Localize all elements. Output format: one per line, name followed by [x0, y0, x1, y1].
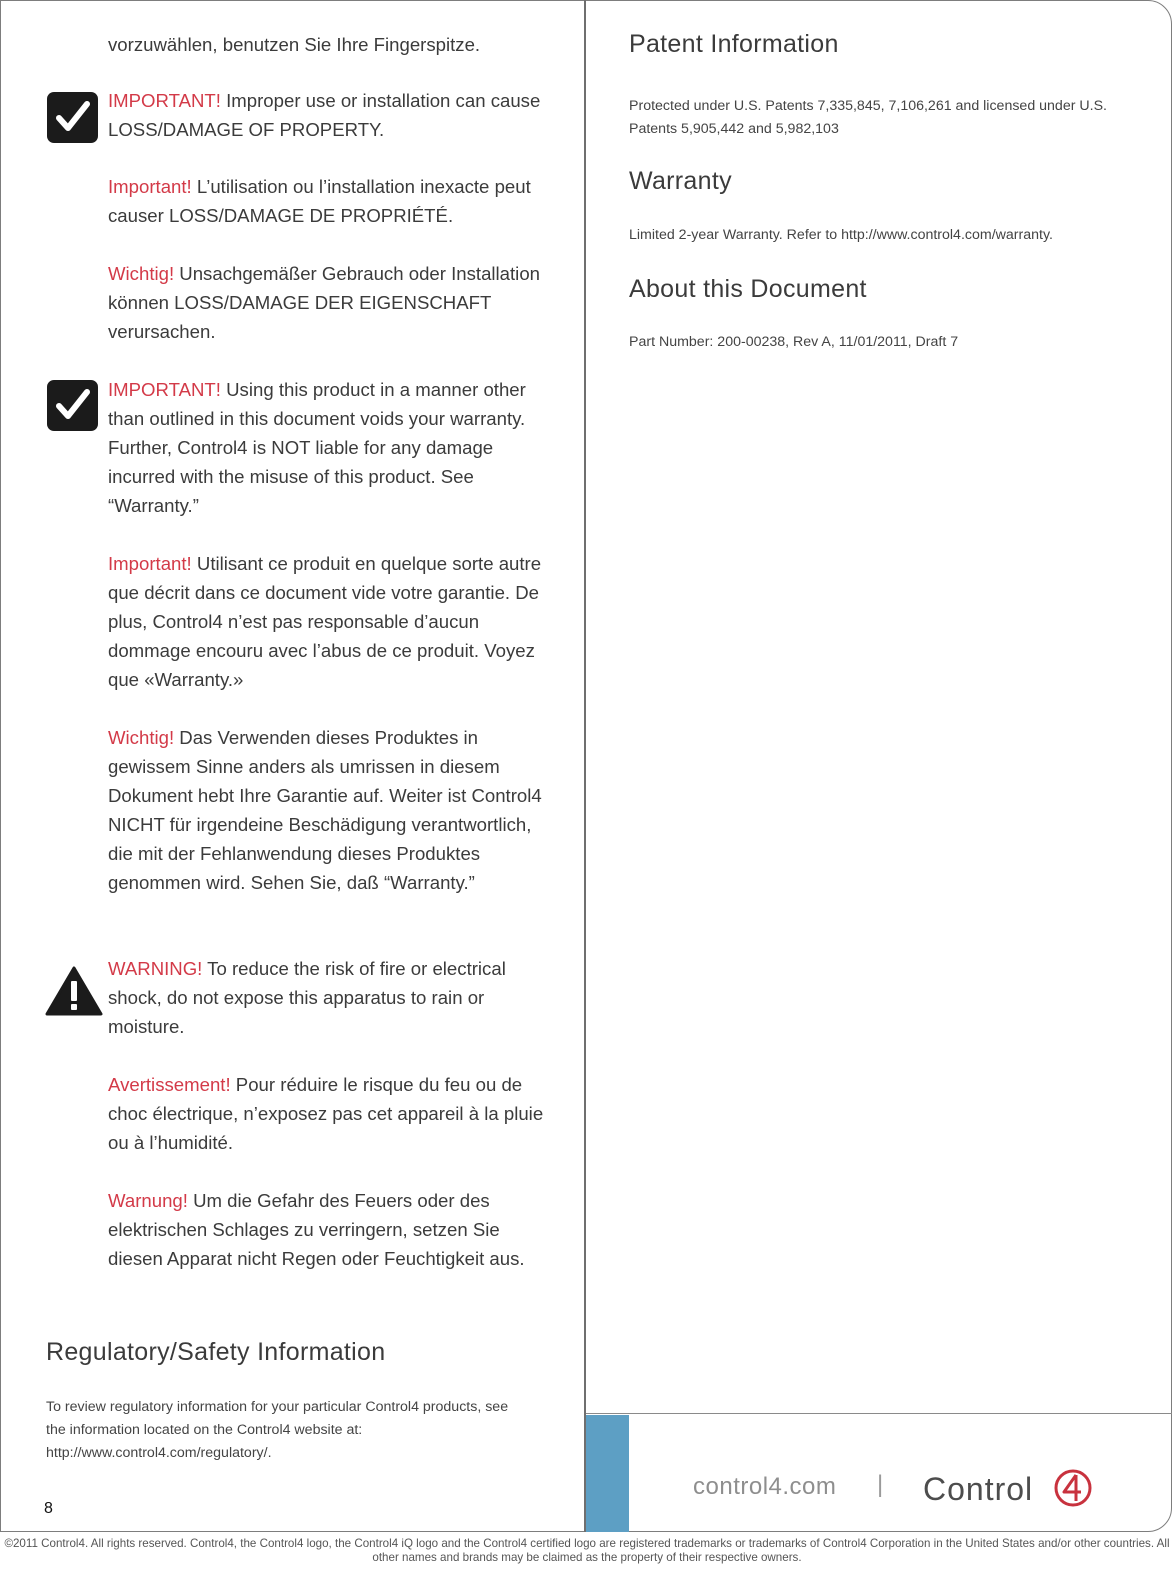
note-important-en: [108, 86, 548, 144]
intro-line: vorzuwählen, benutzen Sie Ihre Fingerspitze.: [108, 34, 481, 55]
page-number: 8: [44, 1500, 53, 1517]
control4-logo: [923, 1468, 1103, 1515]
note-text: L’utilisation ou l’installation inexacte peut causer LOSS/DAMAGE DE PROPRIÉTÉ.: [108, 176, 531, 226]
note-important-fr: [108, 172, 548, 230]
note-keyword: IMPORTANT!: [108, 90, 221, 111]
patent-text: Protected under U.S. Patents 7,335,845, 7,106,261 and licensed under U.S. Patents 5,905,442 and 5,982,103: [629, 98, 1107, 137]
svg-text:Control: Control: [923, 1471, 1034, 1507]
note-warning-en: [108, 954, 548, 1041]
checkmark-icon: [47, 380, 98, 431]
note-warning-de: [108, 1186, 548, 1273]
note-wichtig-de: [108, 259, 548, 346]
note-keyword: Important!: [108, 176, 192, 197]
patent-title: Patent Information: [629, 30, 839, 58]
note-warning-fr: [108, 1070, 548, 1157]
warranty-text: Limited 2-year Warranty. Refer to http://www.control4.com/warranty.: [629, 227, 1053, 243]
note-text: Um die Gefahr des Feuers oder des elektrischen Schlages zu verringern, setzen Sie diesen Apparat nicht Regen oder Feuchtigkeit aus.: [108, 1190, 525, 1269]
note-keyword: WARNING!: [108, 958, 203, 979]
checkmark-icon: [47, 92, 98, 143]
note-keyword: Wichtig!: [108, 727, 175, 748]
footer-rule: [586, 1413, 1172, 1414]
note-text: Unsachgemäßer Gebrauch oder Installation können LOSS/DAMAGE DER EIGENSCHAFT verursachen.: [108, 263, 540, 342]
about-title: About this Document: [629, 275, 867, 303]
note-text: Pour réduire le risque du feu ou de choc électrique, n’exposez pas cet appareil à la pluie ou à l’humidité.: [108, 1074, 544, 1153]
note-warranty-en: [108, 375, 548, 520]
note-keyword: Avertissement!: [108, 1074, 231, 1095]
regulatory-text: To review regulatory information for your particular Control4 products, see the information located on the Control4 website at: http://www.control4.com/regulatory/.: [46, 1399, 509, 1461]
note-text: Using this product in a manner other than outlined in this document voids your warranty. Further, Control4 is NOT liable for any damage incurred with the misuse of this product. See “Warranty.”: [108, 379, 526, 516]
accent-bar: [586, 1415, 629, 1532]
note-text: Utilisant ce produit en quelque sorte autre que décrit dans ce document vide votre garantie. De plus, Control4 n’est pas responsable d’aucun dommage encouru avec l’abus de ce produit. Voyez que «Warranty.»: [108, 553, 542, 690]
note-keyword: Wichtig!: [108, 263, 175, 284]
note-text: Improper use or installation can cause LOSS/DAMAGE OF PROPERTY.: [108, 90, 541, 140]
site-url: control4.com: [693, 1473, 837, 1500]
regulatory-title: Regulatory/Safety Information: [46, 1338, 386, 1366]
note-keyword: Important!: [108, 553, 192, 574]
note-text: To reduce the risk of fire or electrical shock, do not expose this apparatus to rain or moisture.: [108, 958, 506, 1037]
note-warranty-de: [108, 723, 548, 897]
column-divider: [584, 0, 586, 1532]
note-text: Das Verwenden dieses Produktes in gewissem Sinne anders als umrissen in diesem Dokument hebt Ihre Garantie auf. Weiter ist Control4 NICHT für irgendeine Beschädigung verantwortlich, die mit der Fehlanwendung dieses Produktes genommen wird. Sehen Sie, daß “Warranty.”: [108, 727, 542, 893]
warranty-title: Warranty: [629, 167, 732, 195]
note-warranty-fr: [108, 549, 548, 694]
footer-separator: |: [877, 1471, 884, 1498]
copyright-notice: ©2011 Control4. All rights reserved. Control4, the Control4 logo, the Control4 iQ logo and the Control4 certified logo are registered trademarks or trademarks of Control4 Corporation in the United States and/or other countries. All other names and brands may be claimed as the property of their respective owners.: [4, 1537, 1170, 1564]
note-keyword: IMPORTANT!: [108, 379, 221, 400]
warning-triangle-icon: [45, 966, 103, 1021]
note-keyword: Warnung!: [108, 1190, 188, 1211]
about-text: Part Number: 200-00238, Rev A, 11/01/2011, Draft 7: [629, 334, 959, 350]
